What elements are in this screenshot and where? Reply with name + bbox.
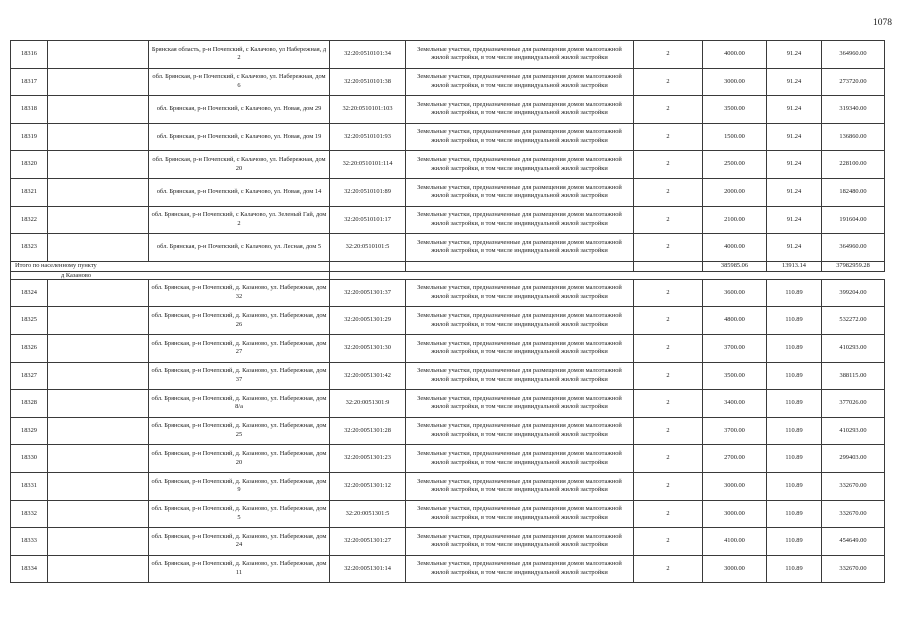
row-cadastral-value: 332670.00 [822,500,885,528]
row-land-purpose: Земельные участки, предназначенные для размещения домов малоэтажной жилой застройки, в том числе индивидуальной жилой застройки [406,96,634,124]
row-rate: 110.89 [767,307,822,335]
row-area: 4100.00 [703,528,767,556]
row-group: 2 [634,472,703,500]
table-row [11,206,885,234]
row-rate: 91.24 [767,151,822,179]
row-empty-cell [48,234,149,262]
row-rate: 91.24 [767,178,822,206]
row-address: обл. Брянская, р-н Почепский, д. Казаново, ул. Набережная, дом 25 [149,417,330,445]
row-cadastral-value: 364960.00 [822,234,885,262]
row-group: 2 [634,417,703,445]
row-address: обл. Брянская, р-н Почепский, д. Казаново, ул. Набережная, дом 26 [149,307,330,335]
row-area: 4800.00 [703,307,767,335]
row-cadastral-value: 399204.00 [822,279,885,307]
row-cadastral-number: 32:20:0051301:9 [330,390,406,418]
row-area: 3700.00 [703,334,767,362]
row-cadastral-value: 410293.00 [822,334,885,362]
table-row [11,472,885,500]
table-row [11,96,885,124]
row-empty-cell [48,206,149,234]
row-group: 2 [634,390,703,418]
row-group: 2 [634,68,703,96]
row-cadastral-value: 182480.00 [822,178,885,206]
row-number: 18324 [11,279,48,307]
row-area: 3600.00 [703,279,767,307]
table-row [11,68,885,96]
row-number: 18330 [11,445,48,473]
row-number: 18322 [11,206,48,234]
row-land-purpose: Земельные участки, предназначенные для размещения домов малоэтажной жилой застройки, в том числе индивидуальной жилой застройки [406,445,634,473]
row-land-purpose: Земельные участки, предназначенные для размещения домов малоэтажной жилой застройки, в том числе индивидуальной жилой застройки [406,417,634,445]
row-land-purpose: Земельные участки, предназначенные для размещения домов малоэтажной жилой застройки, в том числе индивидуальной жилой застройки [406,234,634,262]
row-cadastral-value: 332670.00 [822,555,885,583]
table-row [11,279,885,307]
row-rate: 110.89 [767,472,822,500]
row-rate: 110.89 [767,279,822,307]
row-empty-cell [48,445,149,473]
row-rate: 91.24 [767,234,822,262]
row-group: 2 [634,206,703,234]
row-rate: 91.24 [767,68,822,96]
row-address: Брянская область, р-н Почепский, с Калачово, ул Набережная, д 2 [149,41,330,69]
subtotal-value: 37982959.28 [822,261,885,271]
row-land-purpose: Земельные участки, предназначенные для размещения домов малоэтажной жилой застройки, в том числе индивидуальной жилой застройки [406,68,634,96]
row-cadastral-number: 32:20:0051301:37 [330,279,406,307]
row-rate: 91.24 [767,123,822,151]
subtotal-label: Итого по населенному пункту [11,261,330,271]
row-empty-cell [48,41,149,69]
row-address: обл. Брянская, р-н Почепский, с Калачово, ул. Новая, дом 14 [149,178,330,206]
row-cadastral-value: 191604.00 [822,206,885,234]
row-land-purpose: Земельные участки, предназначенные для размещения домов малоэтажной жилой застройки, в том числе индивидуальной жилой застройки [406,528,634,556]
row-address: обл. Брянская, р-н Почепский, д. Казаново, ул. Набережная, дом 27 [149,334,330,362]
row-number: 18319 [11,123,48,151]
row-empty-cell [48,500,149,528]
row-address: обл. Брянская, р-н Почепский, д. Казаново, ул. Набережная, дом 20 [149,445,330,473]
row-cadastral-number: 32:20:0510101:38 [330,68,406,96]
row-number: 18321 [11,178,48,206]
row-cadastral-number: 32:20:0510101:89 [330,178,406,206]
row-empty-cell [48,151,149,179]
row-area: 4000.00 [703,41,767,69]
row-area: 1500.00 [703,123,767,151]
row-group: 2 [634,151,703,179]
row-area: 2500.00 [703,151,767,179]
row-cadastral-value: 410293.00 [822,417,885,445]
row-empty-cell [48,279,149,307]
row-address: обл. Брянская, р-н Почепский, с Калачово, ул. Зеленый Гай, дом 2 [149,206,330,234]
row-address: обл. Брянская, р-н Почепский, с Калачово, ул. Набережная, дом 6 [149,68,330,96]
row-cadastral-number: 32:20:0051301:12 [330,472,406,500]
row-rate: 110.89 [767,334,822,362]
row-land-purpose: Земельные участки, предназначенные для размещения домов малоэтажной жилой застройки, в том числе индивидуальной жилой застройки [406,178,634,206]
row-address: обл. Брянская, р-н Почепский, д. Казаново, ул. Набережная, дом 9 [149,472,330,500]
row-rate: 91.24 [767,96,822,124]
row-number: 18331 [11,472,48,500]
row-group: 2 [634,123,703,151]
subtotal-rate: 13913.14 [767,261,822,271]
row-cadastral-number: 32:20:0510101:93 [330,123,406,151]
row-number: 18326 [11,334,48,362]
locality-row [11,271,885,279]
locality-row-blank [330,271,885,279]
row-empty-cell [48,417,149,445]
row-empty-cell [48,472,149,500]
row-cadastral-value: 364960.00 [822,41,885,69]
row-cadastral-number: 32:20:0051301:28 [330,417,406,445]
row-number: 18318 [11,96,48,124]
row-address: обл. Брянская, р-н Почепский, д. Казаново, ул. Набережная, дом 11 [149,555,330,583]
row-area: 2700.00 [703,445,767,473]
row-cadastral-number: 32:20:0510101:114 [330,151,406,179]
table-row [11,555,885,583]
row-cadastral-number: 32:20:0510101:103 [330,96,406,124]
row-group: 2 [634,362,703,390]
row-empty-cell [48,307,149,335]
row-number: 18333 [11,528,48,556]
row-group: 2 [634,41,703,69]
row-rate: 110.89 [767,417,822,445]
locality-name: д Казаново [11,271,330,279]
table-body-calachovo [11,41,885,262]
row-land-purpose: Земельные участки, предназначенные для размещения домов малоэтажной жилой застройки, в том числе индивидуальной жилой застройки [406,279,634,307]
subtotal-empty-cadastral [330,261,406,271]
row-cadastral-number: 32:20:0051301:42 [330,362,406,390]
table-row [11,151,885,179]
row-address: обл. Брянская, р-н Почепский, д. Казаново, ул. Набережная, дом 37 [149,362,330,390]
row-rate: 91.24 [767,206,822,234]
row-rate: 110.89 [767,500,822,528]
row-cadastral-number: 32:20:0051301:23 [330,445,406,473]
table-row [11,178,885,206]
row-group: 2 [634,96,703,124]
subtotal-empty-purpose [406,261,634,271]
row-land-purpose: Земельные участки, предназначенные для размещения домов малоэтажной жилой застройки, в том числе индивидуальной жилой застройки [406,334,634,362]
row-empty-cell [48,68,149,96]
row-number: 18316 [11,41,48,69]
row-cadastral-number: 32:20:0051301:5 [330,500,406,528]
row-number: 18329 [11,417,48,445]
row-land-purpose: Земельные участки, предназначенные для размещения домов малоэтажной жилой застройки, в том числе индивидуальной жилой застройки [406,151,634,179]
row-number: 18317 [11,68,48,96]
row-cadastral-number: 32:20:0051301:29 [330,307,406,335]
row-area: 4000.00 [703,234,767,262]
row-empty-cell [48,178,149,206]
row-empty-cell [48,123,149,151]
table-row [11,123,885,151]
row-area: 3400.00 [703,390,767,418]
row-cadastral-number: 32:20:0051301:30 [330,334,406,362]
row-number: 18328 [11,390,48,418]
row-number: 18334 [11,555,48,583]
row-cadastral-number: 32:20:0510101:5 [330,234,406,262]
row-address: обл. Брянская, р-н Почепский, д. Казаново, ул. Набережная, дом 5 [149,500,330,528]
table-body-subtotal [11,261,885,279]
table-row [11,445,885,473]
row-cadastral-value: 319340.00 [822,96,885,124]
row-land-purpose: Земельные участки, предназначенные для размещения домов малоэтажной жилой застройки, в том числе индивидуальной жилой застройки [406,500,634,528]
row-cadastral-number: 32:20:0051301:14 [330,555,406,583]
row-rate: 110.89 [767,390,822,418]
row-address: обл. Брянская, р-н Почепский, д. Казаново, ул. Набережная, дом 8/а [149,390,330,418]
row-cadastral-value: 377026.00 [822,390,885,418]
row-cadastral-value: 136860.00 [822,123,885,151]
row-cadastral-number: 32:20:0510101:17 [330,206,406,234]
row-area: 3000.00 [703,472,767,500]
row-group: 2 [634,279,703,307]
row-empty-cell [48,96,149,124]
table-row [11,362,885,390]
row-land-purpose: Земельные участки, предназначенные для размещения домов малоэтажной жилой застройки, в том числе индивидуальной жилой застройки [406,472,634,500]
row-address: обл. Брянская, р-н Почепский, с Калачово, ул. Набережная, дом 20 [149,151,330,179]
row-rate: 110.89 [767,555,822,583]
subtotal-area: 385985.06 [703,261,767,271]
table-row [11,417,885,445]
page-number: 1078 [873,18,892,28]
row-number: 18323 [11,234,48,262]
table-row [11,234,885,262]
table-row [11,500,885,528]
row-area: 3700.00 [703,417,767,445]
row-land-purpose: Земельные участки, предназначенные для размещения домов малоэтажной жилой застройки, в том числе индивидуальной жилой застройки [406,206,634,234]
row-address: обл. Брянская, р-н Почепский, с Калачово, ул. Лесная, дом 5 [149,234,330,262]
row-area: 3500.00 [703,96,767,124]
row-rate: 91.24 [767,41,822,69]
table-row [11,334,885,362]
row-land-purpose: Земельные участки, предназначенные для размещения домов малоэтажной жилой застройки, в том числе индивидуальной жилой застройки [406,123,634,151]
row-area: 3000.00 [703,555,767,583]
row-empty-cell [48,362,149,390]
row-area: 2100.00 [703,206,767,234]
row-area: 3000.00 [703,500,767,528]
table-row [11,528,885,556]
row-address: обл. Брянская, р-н Почепский, с Калачово, ул. Новая, дом 19 [149,123,330,151]
row-group: 2 [634,178,703,206]
table-row [11,307,885,335]
row-group: 2 [634,334,703,362]
row-group: 2 [634,307,703,335]
row-number: 18332 [11,500,48,528]
row-area: 3000.00 [703,68,767,96]
land-registry-table [10,40,885,583]
row-land-purpose: Земельные участки, предназначенные для размещения домов малоэтажной жилой застройки, в том числе индивидуальной жилой застройки [406,390,634,418]
row-cadastral-value: 454649.00 [822,528,885,556]
row-group: 2 [634,528,703,556]
row-empty-cell [48,390,149,418]
row-number: 18320 [11,151,48,179]
row-land-purpose: Земельные участки, предназначенные для размещения домов малоэтажной жилой застройки, в том числе индивидуальной жилой застройки [406,41,634,69]
row-cadastral-number: 32:20:0051301:27 [330,528,406,556]
row-empty-cell [48,334,149,362]
row-cadastral-value: 273720.00 [822,68,885,96]
row-cadastral-value: 332670.00 [822,472,885,500]
row-land-purpose: Земельные участки, предназначенные для размещения домов малоэтажной жилой застройки, в том числе индивидуальной жилой застройки [406,307,634,335]
row-rate: 110.89 [767,528,822,556]
row-number: 18325 [11,307,48,335]
table-row [11,390,885,418]
row-address: обл. Брянская, р-н Почепский, д. Казаново, ул. Набережная, дом 24 [149,528,330,556]
row-group: 2 [634,500,703,528]
row-cadastral-value: 228100.00 [822,151,885,179]
row-number: 18327 [11,362,48,390]
row-cadastral-value: 532272.00 [822,307,885,335]
row-rate: 110.89 [767,362,822,390]
row-cadastral-value: 299403.00 [822,445,885,473]
row-empty-cell [48,528,149,556]
row-area: 3500.00 [703,362,767,390]
row-address: обл. Брянская, р-н Почепский, д. Казаново, ул. Набережная, дом 32 [149,279,330,307]
row-land-purpose: Земельные участки, предназначенные для размещения домов малоэтажной жилой застройки, в том числе индивидуальной жилой застройки [406,362,634,390]
subtotal-row [11,261,885,271]
row-area: 2000.00 [703,178,767,206]
row-address: обл. Брянская, р-н Почепский, с Калачово, ул. Новая, дом 29 [149,96,330,124]
row-group: 2 [634,445,703,473]
subtotal-empty-group [634,261,703,271]
row-group: 2 [634,555,703,583]
row-land-purpose: Земельные участки, предназначенные для размещения домов малоэтажной жилой застройки, в том числе индивидуальной жилой застройки [406,555,634,583]
table-row [11,41,885,69]
row-empty-cell [48,555,149,583]
row-cadastral-value: 388115.00 [822,362,885,390]
table-body-kazanovo [11,279,885,583]
row-group: 2 [634,234,703,262]
row-cadastral-number: 32:20:0510101:34 [330,41,406,69]
row-rate: 110.89 [767,445,822,473]
